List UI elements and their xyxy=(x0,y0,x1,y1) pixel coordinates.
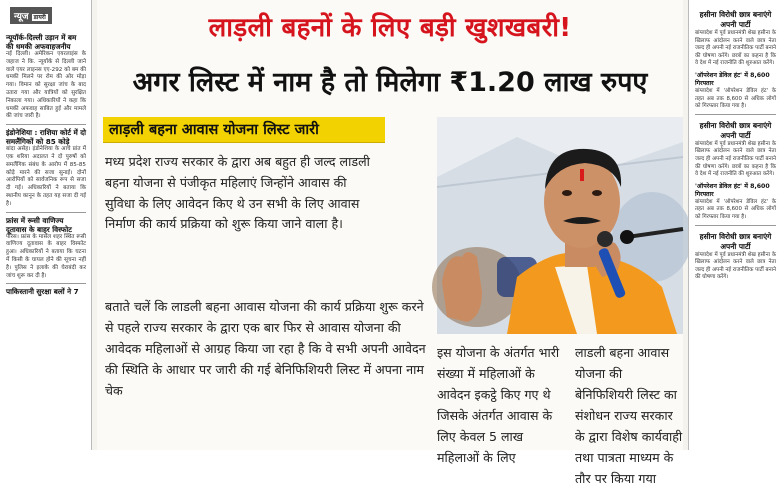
left-item-headline: इंडोनेशिया : राशिया कोर्ट में दो समलैंगिकों को 85 कोड़े xyxy=(6,128,86,147)
right-item-subtext: बांग्लादेश में 'ऑपरेशन डेविल हंट' के तहत अब तक 8,600 से अधिक लोगों को गिरफ्तार किया गया है। xyxy=(695,87,776,110)
brand-badge xyxy=(10,7,52,24)
section-banner xyxy=(103,117,385,143)
paragraph-4: लाडली बहना आवास योजना की बेनिफिशियरी लिस्ट का संशोधन राज्य सरकार के द्वारा विशेष कार्यवाही तथा पात्रता माध्यम के तौर पर किया गया xyxy=(575,345,683,486)
divider xyxy=(6,124,86,125)
divider xyxy=(695,225,776,226)
right-item-subtext: बांग्लादेश में 'ऑपरेशन डेविल हंट' के तहत अब तक 8,600 से अधिक लोगों को गिरफ्तार किया गया है। xyxy=(695,198,776,220)
headline-red: लाड़ली बहनों के लिए बड़ी खुशखबरी! xyxy=(208,13,572,43)
left-item-headline: पाकिस्तानी सुरक्षा बलों ने 7 xyxy=(6,287,79,297)
left-news-column xyxy=(0,0,92,450)
right-item-headline: हसीना विरोधी छात्र बनाएंगे अपनी पार्टी xyxy=(699,231,772,251)
right-item-subhead: 'ऑपरेशन डेविल हंट' में 8,600 गिरफ्तार xyxy=(695,71,770,87)
main-story xyxy=(97,0,683,486)
paragraph-2: बताते चलें कि लाडली बहना आवास योजना की कार्य प्रक्रिया शुरू करने से पहले राज्य सरकार के द्वारा एक बार फिर से आवास योजना की आवेदक महिलाओं से आग्रह किया जा रहा है कि वे सभी अपनी आवेदन की स्थिति के आधार पर जारी की गई बेनिफिशियरी लिस्ट में अपना नाम चेक xyxy=(105,299,426,398)
right-item-headline: हसीना विरोधी छात्र बनाएंगे अपनी पार्टी xyxy=(699,10,772,29)
right-item-text: बांग्लादेश में पूर्व प्रधानमंत्री शेख हसीना के खिलाफ आंदोलन करने वाले छात्र नेता जल्द ही अपनी नई राजनीतिक पार्टी बनाने की घोषणा करेंगे। छात्रों का कहना है कि वे देश में नई राजनीति की शुरुआत करेंगे। xyxy=(695,30,776,67)
left-item-headline: न्यूयॉर्क-दिल्ली उड़ान में बम की धमकी अफवाहजनीय xyxy=(6,33,77,51)
brand-tag: डायरी xyxy=(33,14,46,21)
right-item-text: बांग्लादेश में पूर्व प्रधानमंत्री शेख हसीना के खिलाफ आंदोलन करने वाले छात्र नेता जल्द ही अपनी नई राजनीतिक पार्टी बनाने की घोषणा करेंगे। छात्रों का कहना है कि वे देश में नई राजनीति की शुरुआत करेंगे। xyxy=(695,140,776,178)
headline-black: अगर लिस्ट में नाम है तो मिलेगा ₹1.20 लाख रुपए xyxy=(132,67,648,98)
portrait-illustration xyxy=(437,117,683,334)
left-item-text: बांदा असेह। इंडोनेशिया के आचे प्रांत में एक शरिया अदालत ने दो पुरुषों को समलैंगिक संबंध के आरोप में 85-85 कोड़े मारने की सजा सुनाई। दोनों आरोपियों को सार्वजनिक रूप से सजा दी गई। अधिकारियों ने बताया कि स्थानीय कानून के तहत यह सजा दी गई है। xyxy=(6,146,86,207)
portrait-photo-icon xyxy=(437,117,683,334)
divider xyxy=(695,114,776,115)
right-item-headline: हसीना विरोधी छात्र बनाएंगे अपनी पार्टी xyxy=(699,120,772,140)
right-item-text: बांग्लादेश में पूर्व प्रधानमंत्री शेख हसीना के खिलाफ आंदोलन करने वाले छात्र नेता जल्द ही अपनी नई राजनीतिक पार्टी बनाने की घोषणा करेंगे। xyxy=(695,251,776,281)
divider xyxy=(6,212,86,213)
brand-name: न्यूज xyxy=(14,12,29,22)
left-item-headline: फ्रांस में रूसी वाणिज्य दूतावास के बाहर विस्फोट xyxy=(6,215,72,234)
right-news-column xyxy=(688,0,780,450)
banner-text: लाड़ली बहना आवास योजना लिस्ट जारी xyxy=(109,122,319,138)
paragraph-1: मध्य प्रदेश राज्य सरकार के द्वारा अब बहुत ही जल्द लाडली बहना योजना से पंजीकृत महिलाएं जिन्होंने आवास की सुविधा के लिए आवेदन किए थे उन सभी के लिए आवास निर्माण की कार्य प्रक्रिया को शुरू किया जाने वाला है। xyxy=(105,154,370,232)
left-item-text: पेरिस। फ्रांस के मार्सेल शहर स्थित रूसी वाणिज्य दूतावास के बाहर विस्फोट हुआ। अधिकारियों ने बताया कि घटना में किसी के घायल होने की सूचना नहीं है। पुलिस ने इलाके की घेराबंदी कर जांच शुरू कर दी है। xyxy=(6,233,86,279)
left-item-text: नई दिल्ली। अमेरिकन एयरलाइंस के जहाज ने कि. न्यूयॉर्क से दिल्ली जाने वाले एयर लाइनस एए-292 को बम की धमकी मिलने पर रोम की ओर मोड़ा गया। विमान को सुरक्षा जांच के बाद उतारा गया और यात्रियों को सुरक्षित निकाला गया। अधिकारियों ने कहा कि धमकी अफवाह साबित हुई और मामले की जांच जारी है। xyxy=(6,51,86,120)
right-item-subhead: 'ऑपरेशन डेविल हंट' में 8,600 गिरफ्तार xyxy=(695,182,770,198)
divider xyxy=(6,283,86,284)
paragraph-3: इस योजना के अंतर्गत भारी संख्या में महिलाओं के आवेदन इकट्ठे किए गए थे जिसके अंतर्गत आवास के लिए केवल 5 लाख महिलाओं के लिए xyxy=(437,345,560,465)
